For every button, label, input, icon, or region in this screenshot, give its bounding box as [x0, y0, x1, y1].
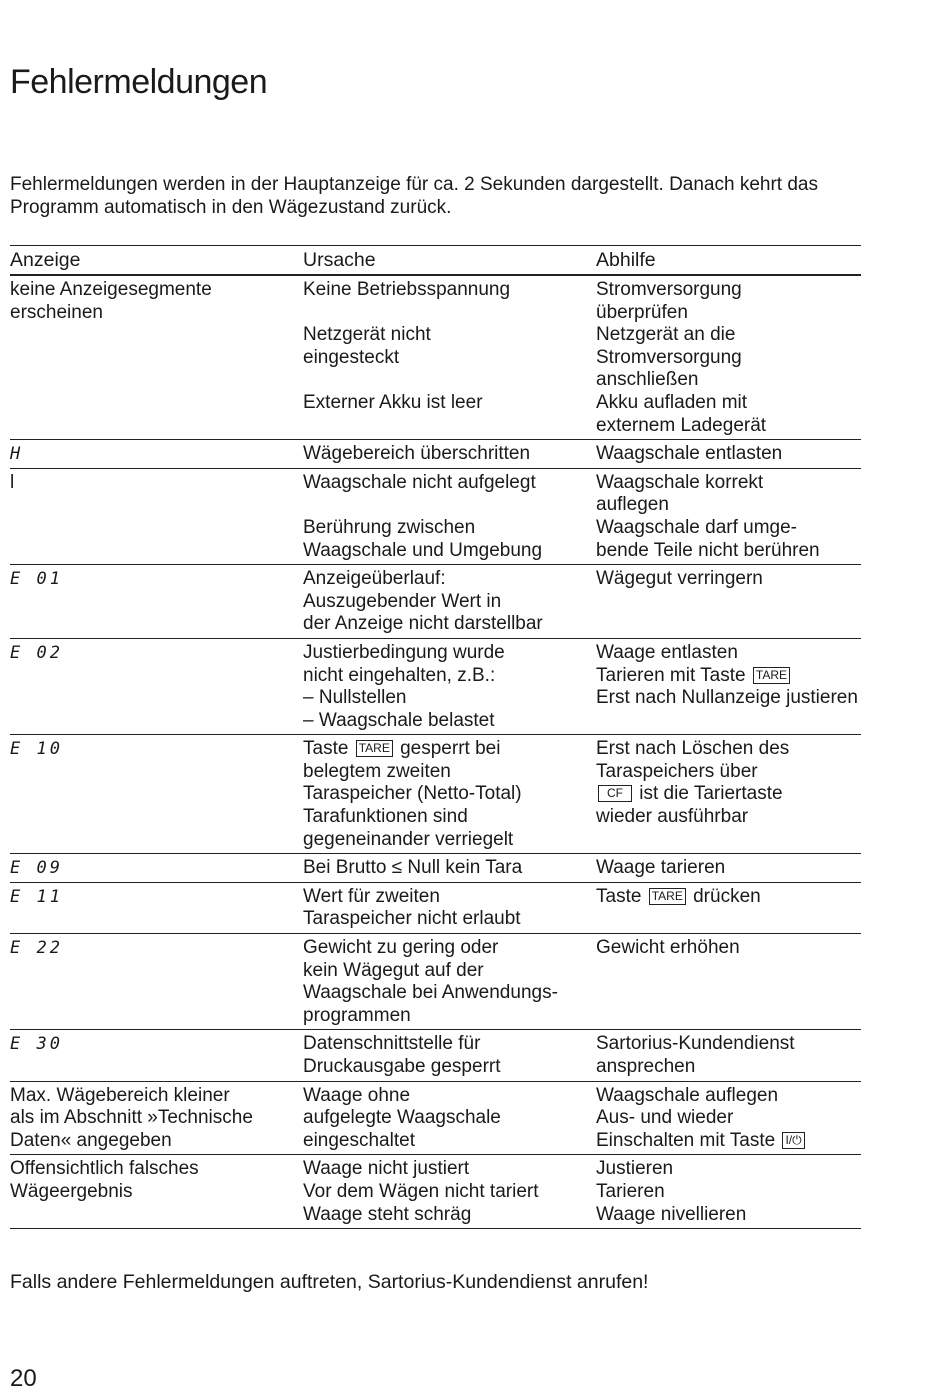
table-row	[10, 1082, 861, 1156]
cell-ursache	[303, 568, 596, 636]
cell-text: drücken	[693, 885, 761, 907]
cell-line: Waage tarieren	[596, 857, 726, 879]
cell-line: keine Anzeigesegmente	[10, 279, 212, 300]
cell-line: wieder ausführbar	[596, 806, 749, 828]
cell-line: Waagschale auflegen	[596, 1084, 779, 1106]
display-code: H	[10, 444, 24, 465]
cell-anzeige	[10, 1033, 303, 1078]
cell-line: eingeschaltet	[303, 1129, 415, 1151]
cell-line: – Nullstellen	[303, 687, 407, 709]
cell-anzeige	[10, 886, 303, 931]
cell-line: Waage steht schräg	[303, 1203, 472, 1225]
cell-line: Waagschale und Umgebung	[303, 539, 543, 561]
error-table	[10, 245, 861, 1229]
table-row	[10, 440, 861, 469]
cell-line: Auszugebender Wert in	[303, 590, 502, 612]
cell-anzeige	[10, 738, 303, 851]
cell-line	[596, 783, 861, 806]
table-row	[10, 735, 861, 854]
cell-line: ansprechen	[596, 1056, 696, 1077]
cell-ursache	[303, 642, 596, 732]
cell-anzeige	[10, 279, 303, 437]
cell-ursache	[303, 937, 596, 1027]
cell-line	[596, 1130, 861, 1153]
display-code: E 09	[10, 858, 63, 879]
cell-line: Datenschnittstelle für	[303, 1033, 481, 1055]
table-row	[10, 934, 861, 1030]
display-code: E 11	[10, 886, 63, 907]
display-code: E 01	[10, 569, 63, 590]
cell-line: Taraspeicher (Netto-Total)	[303, 783, 522, 805]
cell-line: erscheinen	[10, 301, 103, 323]
cell-line: Bei Brutto ≤ Null kein Tara	[303, 857, 523, 879]
cell-line: Druckausgabe gesperrt	[303, 1056, 501, 1077]
cell-line: auflegen	[596, 494, 669, 516]
cell-line: Taraspeichers über	[596, 760, 758, 782]
cell-anzeige	[10, 857, 303, 880]
cell-line: Waage nivellieren	[596, 1203, 747, 1225]
header-anzeige: Anzeige	[10, 249, 81, 271]
cell-line: Tarafunktionen sind	[303, 806, 468, 828]
cell-ursache	[303, 857, 596, 880]
table-row	[10, 854, 861, 883]
cell-line	[303, 369, 596, 392]
cell-line: Stromversorgung	[596, 346, 742, 368]
cell-line: kein Wägegut auf der	[303, 959, 484, 981]
cell-line: gegeneinander verriegelt	[303, 828, 514, 850]
cell-ursache	[303, 443, 596, 466]
cell-line: Justieren	[596, 1158, 674, 1180]
cell-line: überprüfen	[596, 301, 688, 323]
cell-ursache	[303, 1085, 596, 1153]
cell-line: Wägeergebnis	[10, 1180, 133, 1202]
cell-line: Daten« angegeben	[10, 1129, 172, 1151]
cell-ursache	[303, 1033, 596, 1078]
cell-line: Justierbedingung wurde	[303, 641, 505, 663]
display-code: l	[10, 471, 15, 493]
cell-line: Taraspeicher nicht erlaubt	[303, 908, 521, 930]
cell-line: Waagschale nicht aufgelegt	[303, 471, 536, 493]
cell-abhilfe	[596, 1158, 861, 1226]
cell-line: programmen	[303, 1004, 411, 1026]
cell-line: Wägebereich überschritten	[303, 443, 531, 465]
cell-line: anschließen	[596, 369, 699, 391]
cf-key-icon: CF	[598, 785, 632, 802]
cell-ursache	[303, 279, 596, 437]
tare-key-icon: TARE	[649, 888, 686, 905]
display-code: E 02	[10, 642, 63, 663]
cell-line: Tarieren	[596, 1180, 665, 1202]
page-title: Fehlermeldungen	[10, 62, 268, 101]
table-row	[10, 1155, 861, 1229]
cell-abhilfe	[596, 568, 861, 636]
cell-line	[596, 886, 861, 909]
header-abhilfe: Abhilfe	[596, 249, 656, 271]
cell-line: – Waagschale belastet	[303, 709, 495, 731]
cell-anzeige	[10, 642, 303, 732]
cell-line: Berührung zwischen	[303, 516, 476, 538]
cell-text: Tarieren mit Taste	[596, 664, 746, 686]
page-number: 20	[10, 1365, 37, 1392]
table-row	[10, 639, 861, 735]
cell-ursache	[303, 738, 596, 851]
cell-line: externem Ladegerät	[596, 414, 767, 436]
cell-text: Taste	[303, 738, 349, 760]
cell-anzeige	[10, 472, 303, 562]
cell-text: Taste	[596, 885, 642, 907]
cell-line: Waage ohne	[303, 1084, 411, 1106]
display-code: E 10	[10, 739, 63, 760]
cell-line: Gewicht erhöhen	[596, 937, 740, 959]
tare-key-icon: TARE	[356, 740, 393, 757]
display-code: E 22	[10, 938, 63, 959]
table-row	[10, 469, 861, 565]
cell-line	[303, 302, 596, 325]
table-row	[10, 276, 861, 440]
table-row	[10, 883, 861, 934]
cell-line	[596, 665, 861, 688]
table-row	[10, 565, 861, 639]
cell-line: Waagschale darf umge-	[596, 516, 798, 538]
cell-line: Stromversorgung	[596, 279, 742, 300]
cell-text: ist die Tariertaste	[639, 783, 783, 805]
cell-abhilfe	[596, 1085, 861, 1153]
cell-line: aufgelegte Waagschale	[303, 1107, 501, 1129]
cell-text: Einschalten mit Taste	[596, 1129, 776, 1151]
cell-line: eingesteckt	[303, 346, 400, 368]
cell-line: Akku aufladen mit	[596, 391, 748, 413]
cell-abhilfe	[596, 642, 861, 732]
cell-line	[303, 738, 596, 761]
cell-abhilfe	[596, 738, 861, 851]
cell-abhilfe	[596, 472, 861, 562]
table-row	[10, 1030, 861, 1081]
cell-anzeige	[10, 1085, 303, 1153]
cell-anzeige	[10, 1158, 303, 1226]
cell-line: als im Abschnitt »Technische	[10, 1107, 253, 1129]
cell-line: Vor dem Wägen nicht tariert	[303, 1180, 539, 1202]
cell-abhilfe	[596, 1033, 861, 1078]
cell-line: Anzeigeüberlauf:	[303, 568, 446, 590]
cell-abhilfe	[596, 443, 861, 466]
cell-line: Keine Betriebsspannung	[303, 279, 511, 300]
cell-line: Netzgerät an die	[596, 324, 736, 346]
header-ursache: Ursache	[303, 249, 376, 271]
cell-line: Waage entlasten	[596, 641, 738, 663]
cell-anzeige	[10, 568, 303, 636]
intro-line: Programm automatisch in den Wägezustand zurück.	[10, 197, 452, 218]
power-key-icon: I/⏻	[782, 1132, 804, 1149]
cell-line: Wert für zweiten	[303, 885, 440, 907]
cell-line: Waage nicht justiert	[303, 1158, 470, 1180]
cell-line: der Anzeige nicht darstellbar	[303, 613, 543, 635]
intro-paragraph	[10, 173, 850, 219]
tare-key-icon: TARE	[753, 667, 790, 684]
cell-line: belegtem zweiten	[303, 760, 451, 782]
cell-line: Sartorius-Kundendienst	[596, 1033, 795, 1055]
cell-abhilfe	[596, 857, 861, 880]
cell-abhilfe	[596, 937, 861, 1027]
intro-line: Fehlermeldungen werden in der Hauptanzeige für ca. 2 Sekunden dargestellt. Danach kehrt das	[10, 174, 819, 195]
cell-anzeige	[10, 937, 303, 1027]
cell-line	[303, 494, 596, 517]
cell-text: gesperrt bei	[400, 738, 501, 760]
cell-line: Wägegut verringern	[596, 568, 763, 590]
cell-line: Erst nach Nullanzeige justieren	[596, 687, 858, 709]
cell-line: Waagschale korrekt	[596, 471, 764, 493]
display-code: E 30	[10, 1034, 63, 1055]
cell-ursache	[303, 472, 596, 562]
cell-line: Externer Akku ist leer	[303, 391, 483, 413]
footer-note: Falls andere Fehlermeldungen auftreten, Sartorius-Kundendienst anrufen!	[10, 1271, 649, 1293]
cell-ursache	[303, 1158, 596, 1226]
cell-abhilfe	[596, 886, 861, 931]
cell-ursache	[303, 886, 596, 931]
cell-line: Erst nach Löschen des	[596, 738, 790, 760]
cell-line: Aus- und wieder	[596, 1107, 734, 1129]
cell-line: Waagschale bei Anwendungs-	[303, 982, 558, 1004]
table-header	[10, 246, 861, 276]
cell-line: Max. Wägebereich kleiner	[10, 1084, 230, 1106]
cell-line: Waagschale entlasten	[596, 443, 783, 465]
cell-abhilfe	[596, 279, 861, 437]
cell-line: Offensichtlich falsches	[10, 1158, 199, 1180]
cell-line: nicht eingehalten, z.B.:	[303, 664, 496, 686]
cell-line: Gewicht zu gering oder	[303, 937, 499, 959]
cell-line: Netzgerät nicht	[303, 324, 431, 346]
cell-line: bende Teile nicht berühren	[596, 539, 820, 561]
cell-anzeige	[10, 443, 303, 466]
